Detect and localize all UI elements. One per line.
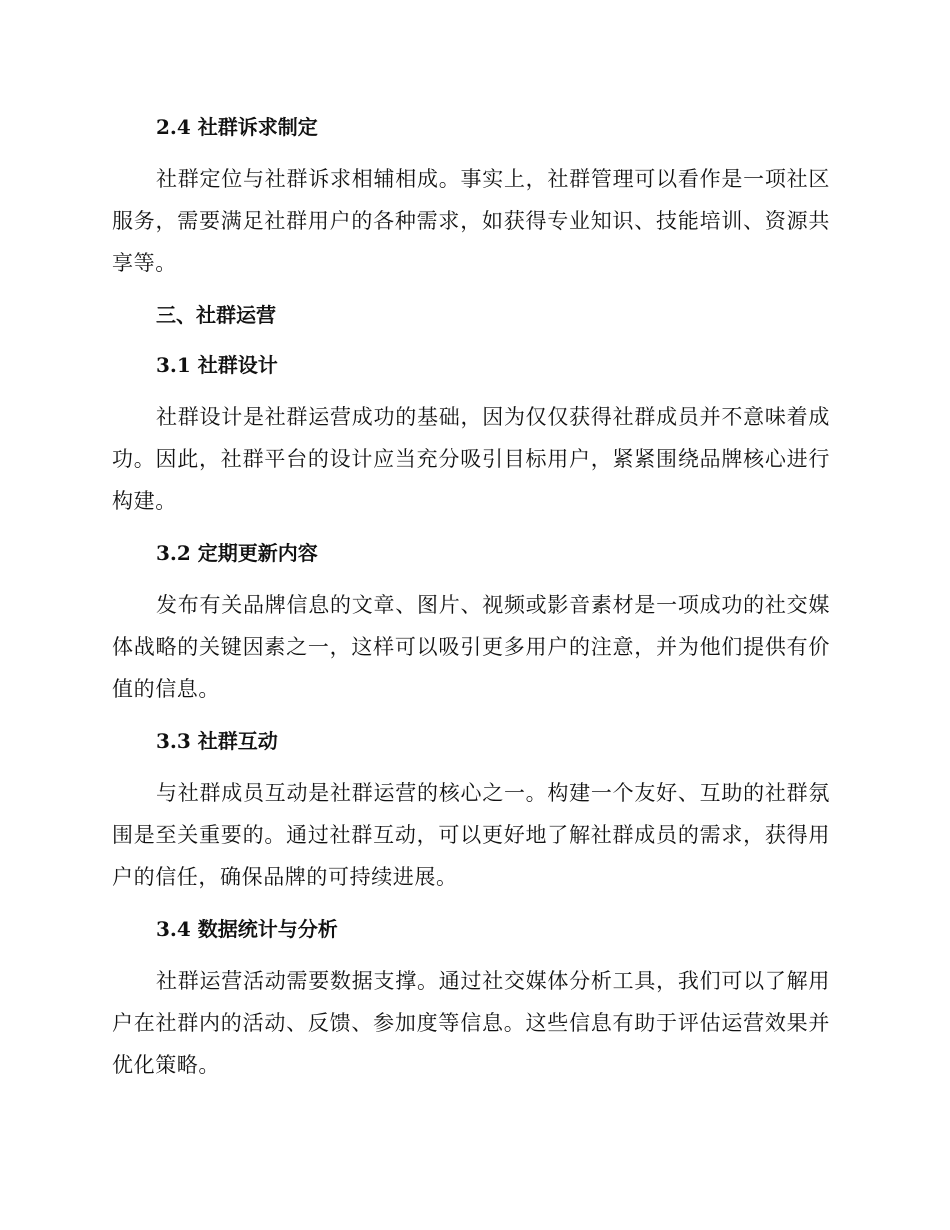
section-paragraph-3-4: 社群运营活动需要数据支撑。通过社交媒体分析工具，我们可以了解用户在社群内的活动、反馈、参加度等信息。这些信息有助于评估运营效果并优化策略。	[112, 969, 830, 1077]
section-heading-3-1: 3.1 社群设计	[156, 353, 278, 377]
section-paragraph-2-4: 社群定位与社群诉求相辅相成。事实上，社群管理可以看作是一项社区服务，需要满足社群用户的各种需求，如获得专业知识、技能培训、资源共享等。	[112, 167, 830, 275]
chapter-heading-3: 三、社群运营	[156, 303, 276, 327]
section-heading-3-2: 3.2 定期更新内容	[156, 541, 318, 565]
document-body	[112, 108, 830, 1098]
section-heading-3-4: 3.4 数据统计与分析	[156, 917, 338, 941]
section-paragraph-3-3: 与社群成员互动是社群运营的核心之一。构建一个友好、互助的社群氛围是至关重要的。通过社群互动，可以更好地了解社群成员的需求，获得用户的信任，确保品牌的可持续进展。	[112, 781, 830, 889]
section-heading-2-4: 2.4 社群诉求制定	[156, 115, 318, 139]
section-paragraph-3-2: 发布有关品牌信息的文章、图片、视频或影音素材是一项成功的社交媒体战略的关键因素之一，这样可以吸引更多用户的注意，并为他们提供有价值的信息。	[112, 593, 830, 701]
section-heading-3-3: 3.3 社群互动	[156, 729, 278, 753]
section-paragraph-3-1: 社群设计是社群运营成功的基础，因为仅仅获得社群成员并不意味着成功。因此，社群平台的设计应当充分吸引目标用户，紧紧围绕品牌核心进行构建。	[112, 405, 830, 513]
